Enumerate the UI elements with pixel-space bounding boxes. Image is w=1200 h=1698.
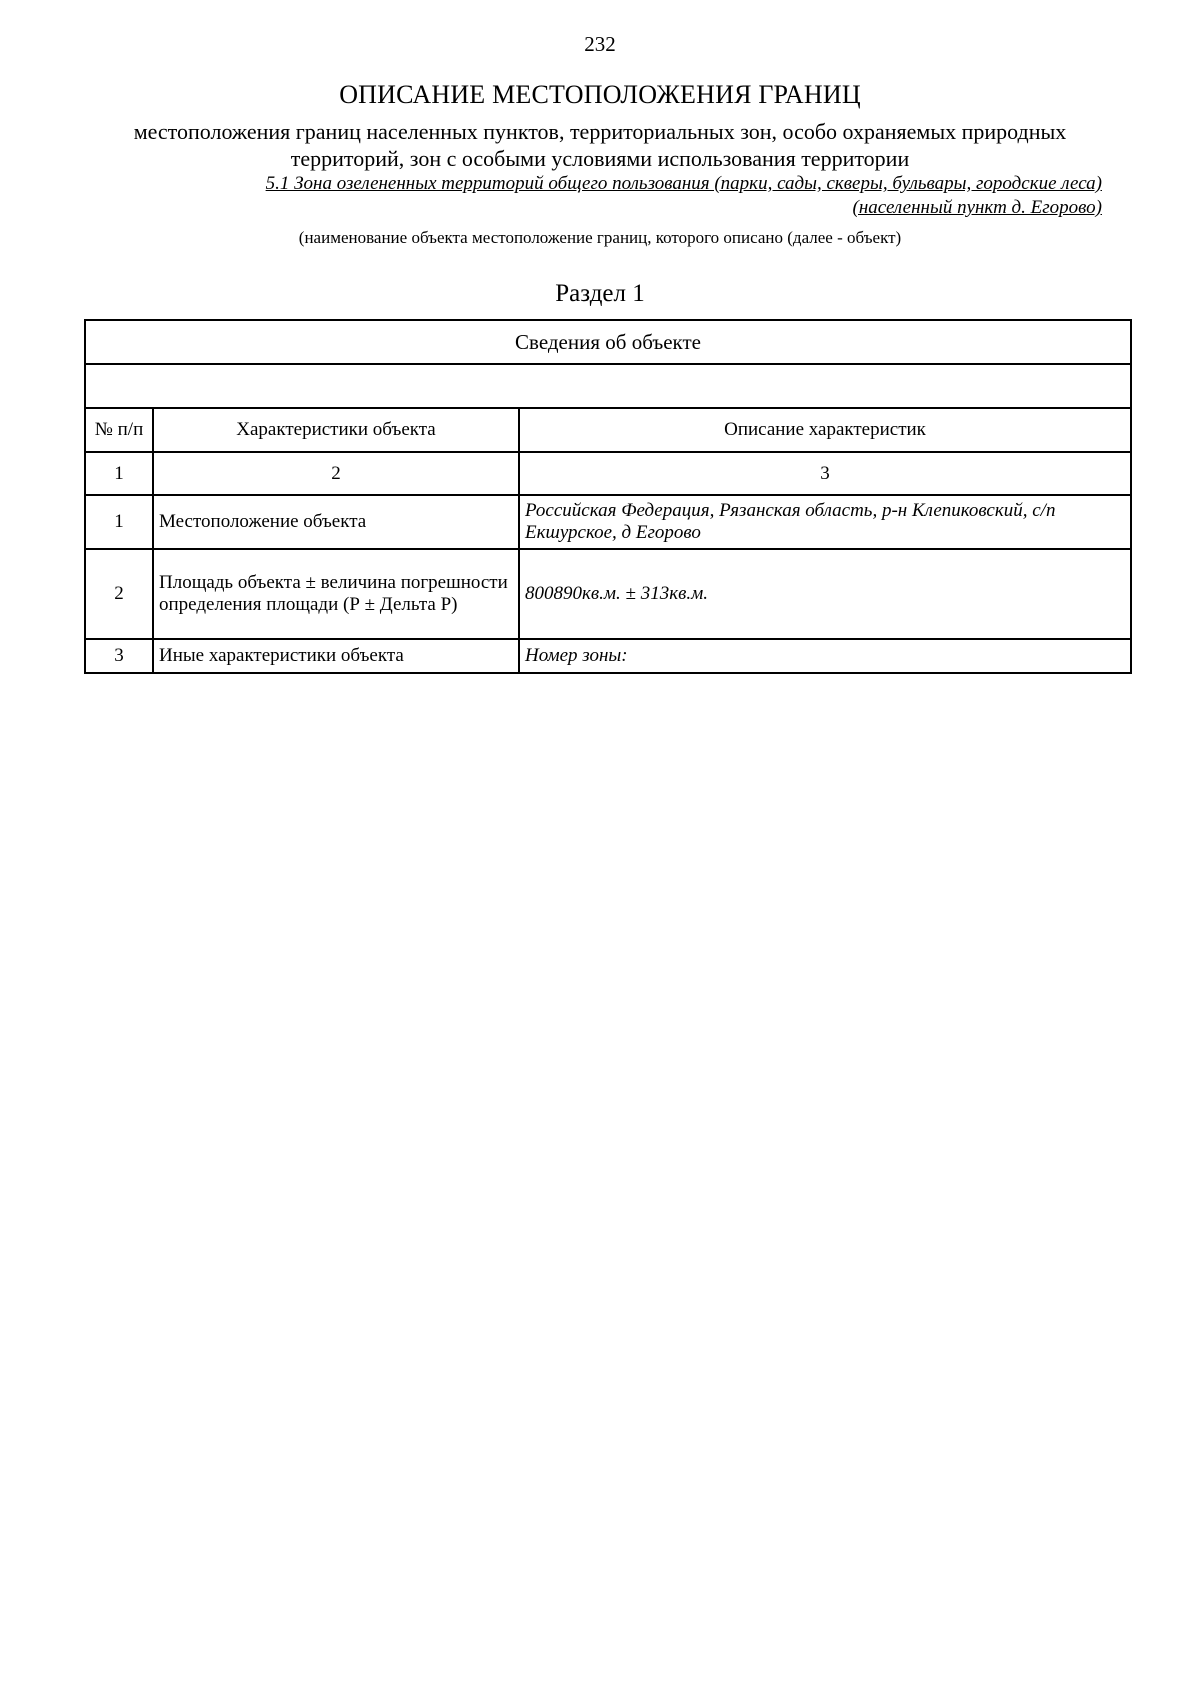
column-index-1: 1 bbox=[85, 452, 153, 495]
column-index-3: 3 bbox=[519, 452, 1131, 495]
column-header-number: № п/п bbox=[85, 408, 153, 452]
row-characteristic: Площадь объекта ± величина погрешности определения площади (Р ± Дельта Р) bbox=[153, 549, 519, 639]
document-subtitle: местоположения границ населенных пунктов, территориальных зон, особо охраняемых природных территорий, зон с особыми условиями использования территории bbox=[133, 119, 1067, 171]
row-characteristic: Местоположение объекта bbox=[153, 495, 519, 549]
object-name bbox=[100, 172, 1102, 220]
row-description: Номер зоны: bbox=[519, 639, 1131, 673]
row-description: Российская Федерация, Рязанская область, р-н Клепиковский, с/п Екшурское, д Егорово bbox=[519, 495, 1131, 549]
table-row bbox=[85, 639, 1131, 673]
section-title: Раздел 1 bbox=[555, 280, 645, 307]
row-number: 2 bbox=[85, 549, 153, 639]
table-index-row bbox=[85, 452, 1131, 495]
row-number: 3 bbox=[85, 639, 153, 673]
row-characteristic: Иные характеристики объекта bbox=[153, 639, 519, 673]
object-info-table bbox=[84, 319, 1132, 674]
object-name-line-2: (населенный пункт д. Егорово) bbox=[852, 197, 1102, 218]
table-row bbox=[85, 549, 1131, 639]
column-header-description: Описание характеристик bbox=[519, 408, 1131, 452]
document-title: ОПИСАНИЕ МЕСТОПОЛОЖЕНИЯ ГРАНИЦ bbox=[339, 80, 861, 109]
object-name-line-1: 5.1 Зона озелененных территорий общего пользования (парки, сады, скверы, бульвары, городские леса) bbox=[265, 173, 1102, 194]
object-name-caption: (наименование объекта местоположение границ, которого описано (далее - объект) bbox=[298, 228, 902, 247]
table-row bbox=[85, 495, 1131, 549]
row-number: 1 bbox=[85, 495, 153, 549]
column-index-2: 2 bbox=[153, 452, 519, 495]
table-empty-row bbox=[85, 364, 1131, 408]
table-caption-row bbox=[85, 320, 1131, 364]
table-empty-cell bbox=[85, 364, 1131, 408]
column-header-characteristic: Характеристики объекта bbox=[153, 408, 519, 452]
table-header-row bbox=[85, 408, 1131, 452]
row-description: 800890кв.м. ± 313кв.м. bbox=[519, 549, 1131, 639]
page-number: 232 bbox=[584, 32, 616, 56]
table-caption: Сведения об объекте bbox=[85, 320, 1131, 364]
